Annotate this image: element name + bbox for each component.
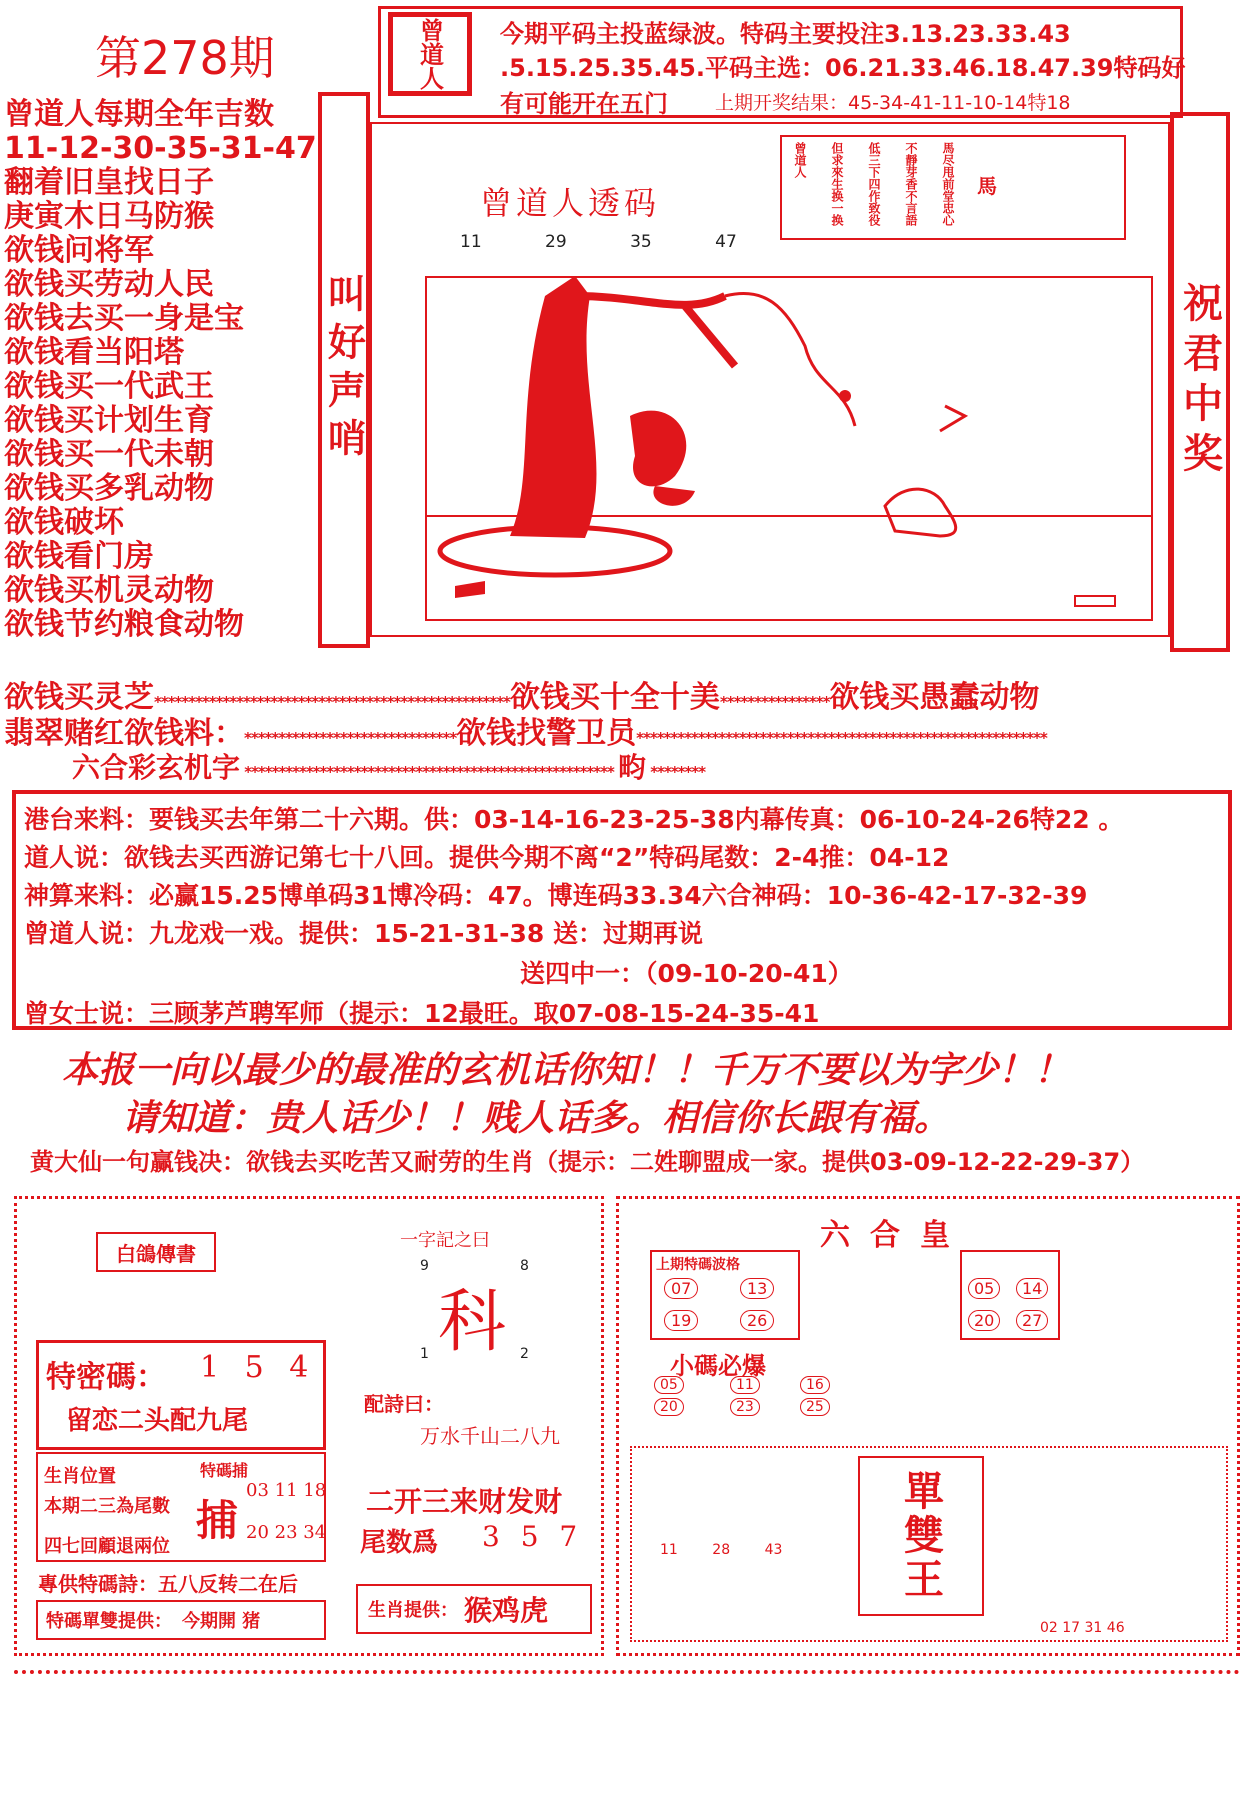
poem-text: 万水千山二八九 bbox=[420, 1424, 560, 1448]
poem-lines bbox=[792, 142, 997, 226]
special-poem: 專供特碼詩：五八反转二在后 bbox=[38, 1572, 298, 1596]
left-line: 欲钱破坏 bbox=[4, 505, 124, 540]
info-line-3: 神算来料：必赢15.25博单码31博冷码：47。博连码33.34六合神码：10-36-42-17-32-39 bbox=[24, 881, 1088, 910]
special-label: 特密碼： bbox=[46, 1360, 166, 1395]
riddle-text: 欲钱找警卫员 bbox=[456, 716, 637, 751]
left-line: 欲钱买计划生育 bbox=[4, 403, 214, 438]
top-line-3: 有可能开在五门 bbox=[500, 90, 668, 118]
zodiac-line: 四七回顧退兩位 bbox=[44, 1536, 170, 1557]
scroll-number: 47 bbox=[715, 232, 737, 252]
left-line: 欲钱买多乳动物 bbox=[4, 471, 214, 506]
single-king-box bbox=[858, 1456, 984, 1616]
info-line-4: 曾道人说：九龙戏一戏。提供：15-21-31-38 送：过期再说 bbox=[24, 919, 703, 948]
catch-char: 捕 bbox=[196, 1496, 239, 1545]
catch-label: 特碼捕 bbox=[200, 1461, 249, 1480]
small-num: 11 bbox=[730, 1376, 760, 1394]
featured-word: 科 bbox=[438, 1283, 507, 1362]
word-num: 1 bbox=[420, 1346, 429, 1362]
catch-nums: 03 11 18 bbox=[246, 1480, 327, 1501]
left-line: 欲钱买劳动人民 bbox=[4, 267, 214, 302]
info-line-6: 曾女士说：三顾茅芦聘军师（提示：12最旺。取07-08-15-24-35-41 bbox=[24, 999, 820, 1028]
riddle-stars: ******** bbox=[646, 763, 706, 781]
riddle-stars: ******************************* bbox=[244, 729, 457, 747]
lhc-header: 六合皇 bbox=[820, 1218, 970, 1253]
poem-line: 曾道人 bbox=[793, 142, 807, 178]
left-line: 曾道人每期全年吉数 bbox=[4, 97, 274, 132]
small-num: 25 bbox=[800, 1398, 830, 1416]
single-king-title: 單雙王 bbox=[897, 1470, 944, 1602]
slogan-1: 本报一向以最少的最准的玄机话你知！！千万不要以为字少！！ bbox=[62, 1049, 1071, 1091]
poem-line: 但求來生换一换 bbox=[830, 142, 844, 226]
scroll-number: 35 bbox=[630, 232, 652, 252]
pick-num: 43 bbox=[764, 1542, 783, 1558]
poem-head: 馬 bbox=[977, 173, 997, 198]
scroll-title: 曾道人透码 bbox=[480, 184, 661, 222]
riddle-stars: **************************************************** bbox=[154, 693, 510, 711]
left-line: 欲钱买一代武王 bbox=[4, 369, 214, 404]
riddle-row-3 bbox=[72, 746, 705, 786]
fortune-line: 二开三来财发财 bbox=[366, 1485, 563, 1518]
top-line-2: .5.15.25.35.45.平码主选：06.21.33.46.18.47.39特码好 bbox=[500, 54, 1186, 82]
single-box bbox=[36, 1600, 326, 1640]
logo bbox=[388, 12, 472, 96]
scroll-numbers bbox=[460, 232, 737, 252]
wave-num: 19 bbox=[664, 1310, 698, 1331]
scroll-right-text: 祝君中奖 bbox=[1176, 282, 1223, 482]
left-line: 欲钱买机灵动物 bbox=[4, 573, 214, 608]
scroll-number: 29 bbox=[545, 232, 567, 252]
special-sub: 留恋二头配九尾 bbox=[66, 1406, 249, 1436]
single-label: 特碼單雙提供： bbox=[46, 1611, 172, 1632]
pick-nums bbox=[660, 1542, 782, 1558]
left-line: 11-12-30-35-31-47 bbox=[4, 131, 317, 166]
poem-label: 配詩曰： bbox=[364, 1392, 444, 1416]
logo-text: 曾道人 bbox=[415, 18, 444, 90]
riddle-text: 欲钱买愚蠢动物 bbox=[829, 680, 1040, 715]
painting-illustration bbox=[425, 276, 1153, 621]
spec-num: 20 bbox=[968, 1310, 1000, 1331]
riddle-text: 欲钱买十全十美 bbox=[509, 680, 720, 715]
scroll-number: 11 bbox=[460, 232, 482, 252]
single-value: 今期開 猪 bbox=[182, 1611, 261, 1632]
issue-number: 第278期 bbox=[95, 31, 275, 85]
riddle-text: 畇 bbox=[618, 751, 647, 784]
special-nums: 1 5 4 bbox=[200, 1350, 317, 1385]
left-line: 欲钱问将军 bbox=[4, 233, 154, 268]
small-num: 20 bbox=[654, 1398, 684, 1416]
top-line-1: 今期平码主投蓝绿波。特码主要投注3.13.23.33.43 bbox=[500, 20, 1071, 48]
left-line: 欲钱看门房 bbox=[4, 539, 154, 574]
scroll-right-roll bbox=[1170, 112, 1230, 652]
word-title: 一字記之曰 bbox=[400, 1230, 490, 1251]
huang-line: 黄大仙一句赢钱决：欲钱去买吃苦又耐劳的生肖（提示：二姓聊盟成一家。提供03-09-12-22-29-37） bbox=[30, 1148, 1145, 1176]
riddle-text: 六合彩玄机字 bbox=[72, 751, 241, 784]
left-line: 庚寅木日马防猴 bbox=[4, 199, 214, 234]
wave-num: 07 bbox=[664, 1278, 698, 1299]
riddle-text: 欲钱买灵芝 bbox=[4, 680, 154, 715]
word-num: 2 bbox=[520, 1346, 529, 1362]
title-box-text: 白鴿傳書 bbox=[116, 1241, 196, 1266]
final-nums: 02 17 31 46 bbox=[1040, 1620, 1125, 1636]
zodiac-prov-box bbox=[356, 1584, 592, 1634]
small-title: 小碼必爆 bbox=[670, 1352, 766, 1380]
info-line-1: 港台来料：要钱买去年第二十六期。供：03-14-16-23-25-38内幕传真：06-10-24-26特22 。 bbox=[24, 805, 1124, 834]
spec-num: 14 bbox=[1016, 1278, 1048, 1299]
left-line: 欲钱节约粮食动物 bbox=[4, 607, 244, 642]
left-line: 欲钱看当阳塔 bbox=[4, 335, 184, 370]
title-box bbox=[96, 1232, 216, 1272]
spec-num: 05 bbox=[968, 1278, 1000, 1299]
wave-label: 上期特碼波格 bbox=[656, 1257, 740, 1273]
pick-num: 11 bbox=[660, 1542, 678, 1558]
riddle-stars: ************************************************************ bbox=[636, 729, 1047, 747]
last-result: 上期开奖结果：45-34-41-11-10-14特18 bbox=[715, 92, 1071, 114]
left-line: 欲钱去买一身是宝 bbox=[4, 301, 244, 336]
catch-nums: 20 23 34 bbox=[246, 1522, 327, 1543]
small-num: 05 bbox=[654, 1376, 684, 1394]
poem-line: 低三下四作致役 bbox=[867, 142, 881, 226]
word-num: 9 bbox=[420, 1258, 429, 1274]
zodiac-prov-label: 生肖提供： bbox=[368, 1600, 458, 1621]
riddle-text: 翡翠赌红欲钱料： bbox=[4, 716, 244, 751]
wave-num: 13 bbox=[740, 1278, 774, 1299]
pick-num: 28 bbox=[712, 1542, 731, 1558]
tail-nums: 3 5 7 bbox=[482, 1520, 584, 1553]
tail-label: 尾数爲 bbox=[360, 1528, 439, 1558]
zodiac-prov: 猴鸡虎 bbox=[464, 1594, 549, 1627]
slogan-2: 请知道：贵人话少！！贱人话多。相信你长跟有福。 bbox=[122, 1097, 951, 1139]
poem-line: 不靜芽香不言語 bbox=[904, 142, 918, 226]
poem-line: 馬尽甩前堂忠心 bbox=[941, 142, 955, 226]
scroll-left-roll bbox=[318, 92, 370, 648]
small-num: 16 bbox=[800, 1376, 830, 1394]
scroll-left-text: 叫好声哨 bbox=[321, 274, 366, 466]
wave-num: 26 bbox=[740, 1310, 774, 1331]
zodiac-line: 本期二三為尾數 bbox=[44, 1496, 170, 1517]
spec-num: 27 bbox=[1016, 1310, 1048, 1331]
zodiac-label: 生肖位置 bbox=[44, 1466, 116, 1487]
riddle-stars: ****************************************************** bbox=[240, 763, 619, 781]
riddle-stars: **************** bbox=[719, 693, 830, 711]
left-column bbox=[4, 98, 317, 642]
bottom-border bbox=[14, 1670, 1240, 1684]
left-line: 欲钱买一代未朝 bbox=[4, 437, 214, 472]
left-line: 翻着旧皇找日子 bbox=[4, 165, 214, 200]
small-num: 23 bbox=[730, 1398, 760, 1416]
word-num: 8 bbox=[520, 1258, 529, 1274]
info-line-2: 道人说：欲钱去买西游记第七十八回。提供今期不离“2”特码尾数：2-4推：04-12 bbox=[24, 843, 950, 872]
info-line-5: 送四中一：（09-10-20-41） bbox=[520, 959, 853, 988]
